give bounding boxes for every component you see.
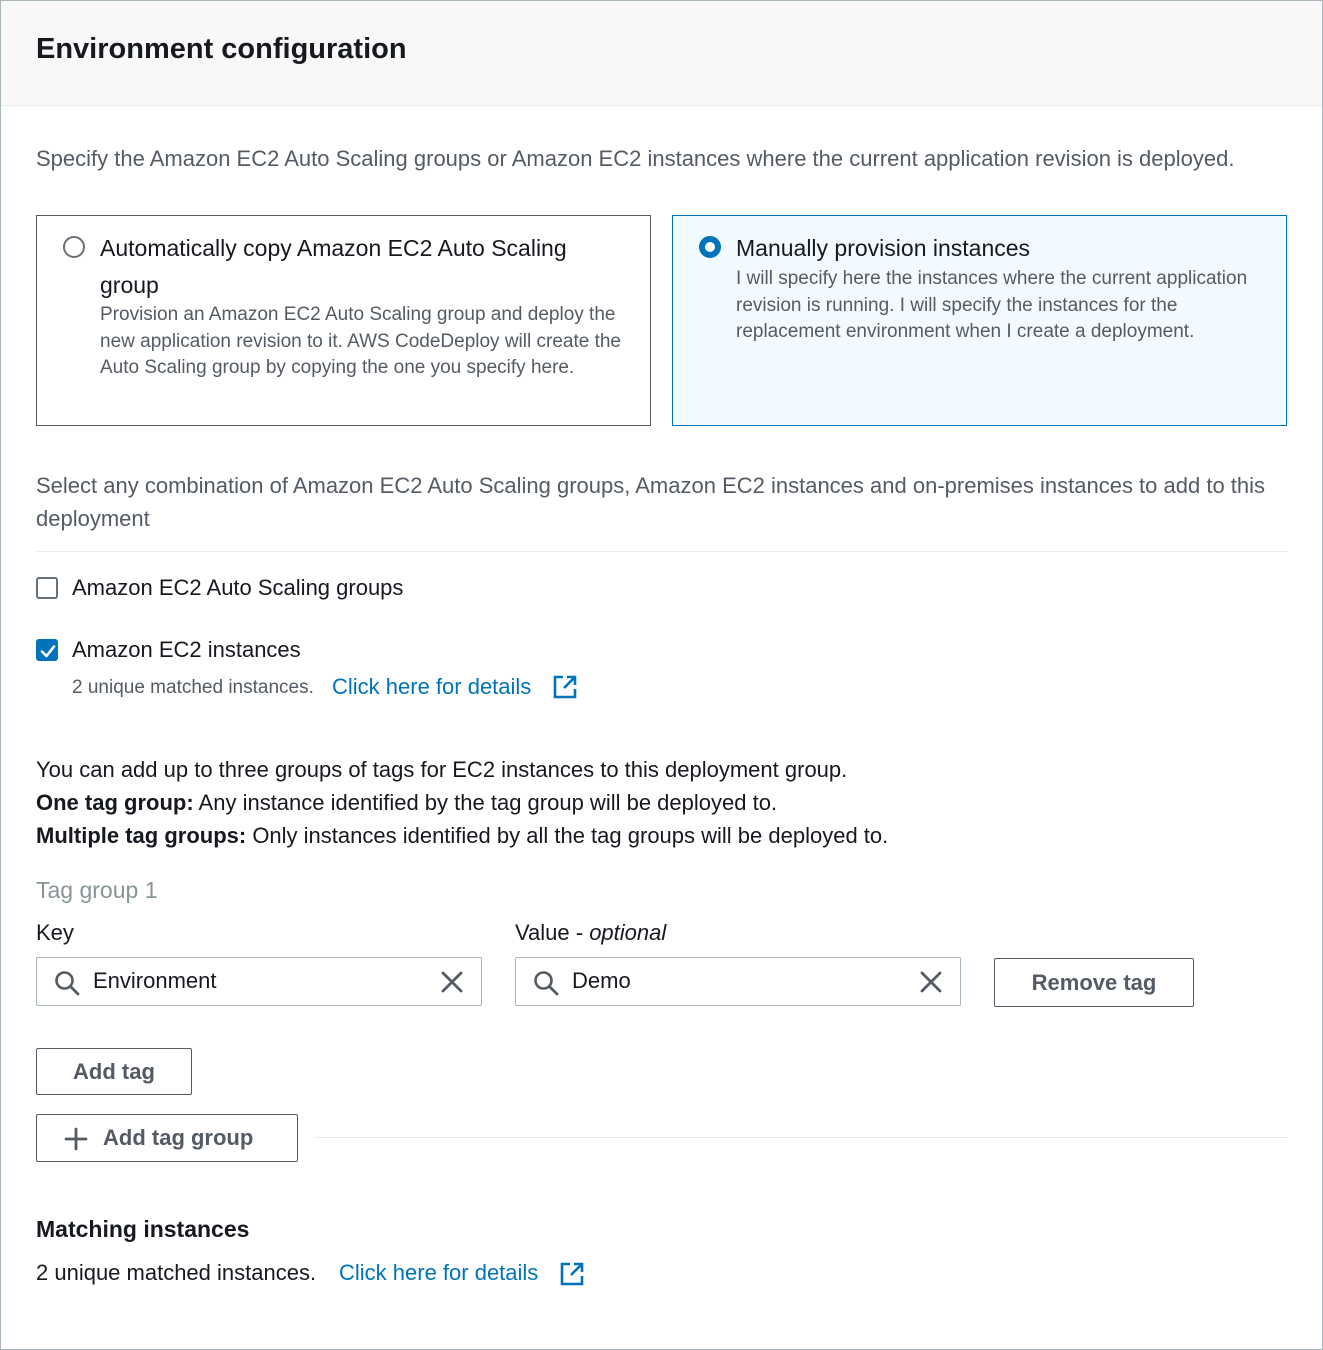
plus-icon [64,1127,88,1151]
tag-info-line: You can add up to three groups of tags for EC2 instances to this deployment group. [36,757,848,782]
matching-details-link[interactable]: Click here for details [339,1260,539,1285]
key-input-value[interactable]: Environment [93,968,217,993]
remove-tag-button[interactable]: Remove tag [994,958,1194,1007]
option-description: Provision an Amazon EC2 Auto Scaling group and deploy the new application revision to it. AWS CodeDeploy will create the Auto Scaling group by copying the one you specify here. [100,304,621,378]
option-auto-copy-asg[interactable] [36,215,651,426]
checkmark-icon [39,642,57,660]
divider [36,551,1288,552]
search-icon [533,970,559,996]
checkbox-ec2-instances[interactable] [36,639,58,661]
tag-info-one-group [36,790,777,816]
matching-instances-heading: Matching instances [36,1216,250,1242]
checkbox-label-asg[interactable]: Amazon EC2 Auto Scaling groups [72,575,404,600]
value-optional-text: optional [589,920,667,945]
ec2-matched-text: 2 unique matched instances. [72,677,314,698]
value-input[interactable] [515,957,961,1006]
value-label-text: Value - [515,920,590,945]
key-input[interactable] [36,957,482,1006]
key-label: Key [36,920,74,945]
divider [314,1137,1288,1138]
radio-on-icon[interactable] [699,236,721,258]
tag-info-multiple-groups [36,823,888,849]
option-manual-provision[interactable] [672,215,1287,426]
option-title: Manually provision instances [736,235,1031,261]
external-link-icon[interactable] [559,1261,585,1287]
add-tag-group-button[interactable] [36,1114,298,1162]
intro-text: Specify the Amazon EC2 Auto Scaling groups or Amazon EC2 instances where the current application revision is deployed. [36,146,1235,171]
one-tag-group-label: One tag group: [36,790,194,815]
clear-icon[interactable] [919,970,943,994]
search-icon [54,970,80,996]
external-link-icon[interactable] [552,674,578,700]
checkbox-icon[interactable] [36,577,58,599]
radio-off-icon[interactable] [63,236,85,258]
value-label [515,920,666,946]
checkbox-label-ec2[interactable]: Amazon EC2 instances [72,637,301,662]
option-description: I will specify here the instances where the current application revision is running. I will specify the instances for the replacement environment when I create a deployment. [736,268,1248,342]
tag-group-label: Tag group 1 [36,877,158,903]
add-tag-group-label: Add tag group [103,1125,254,1150]
add-tag-button[interactable]: Add tag [36,1048,192,1095]
matching-instances-text: 2 unique matched instances. [36,1260,317,1285]
clear-icon[interactable] [440,970,464,994]
option-title: Automatically copy Amazon EC2 Auto Scaling group [100,235,567,298]
multiple-tag-groups-text: Only instances identified by all the tag groups will be deployed to. [246,823,889,848]
panel-header [1,1,1322,106]
multiple-tag-groups-label: Multiple tag groups: [36,823,247,848]
combination-text: Select any combination of Amazon EC2 Auto Scaling groups, Amazon EC2 instances and on-premises instances to add to this deployment [36,473,1266,531]
one-tag-group-text: Any instance identified by the tag group will be deployed to. [193,790,778,815]
panel-title: Environment configuration [36,33,407,65]
ec2-details-link[interactable]: Click here for details [332,674,532,699]
value-input-value[interactable]: Demo [572,968,631,993]
